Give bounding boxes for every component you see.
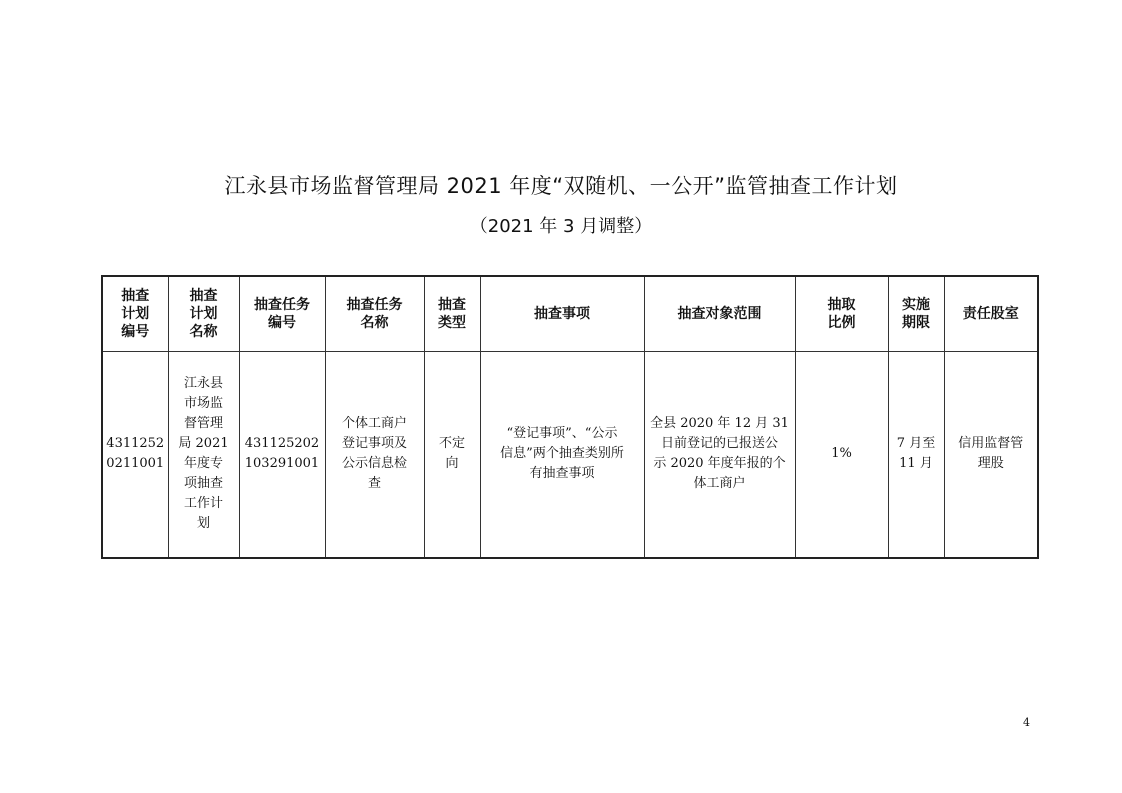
header-period: 实施 期限 xyxy=(888,276,944,351)
page-number: 4 xyxy=(1023,716,1030,729)
document-subtitle: （2021 年 3 月调整） xyxy=(469,216,653,237)
cell-task-number: 431125202 103291001 xyxy=(239,351,325,558)
cell-period: 7 月至 11 月 xyxy=(888,351,944,558)
header-check-items: 抽查事项 xyxy=(480,276,644,351)
inspection-plan-table xyxy=(101,275,1039,559)
header-plan-number: 抽查 计划 编号 xyxy=(102,276,168,351)
cell-plan-name: 江永县 市场监 督管理 局 2021 年度专 项抽查 工作计 划 xyxy=(168,351,239,558)
cell-check-items: “登记事项”、“公示 信息”两个抽查类别所 有抽查事项 xyxy=(480,351,644,558)
document-title: 江永县市场监督管理局 2021 年度“双随机、一公开”监管抽查工作计划 xyxy=(224,174,898,198)
table-row xyxy=(102,351,1038,558)
cell-target-scope: 全县 2020 年 12 月 31 日前登记的已报送公 示 2020 年度年报的个 体工商户 xyxy=(644,351,795,558)
header-task-number: 抽查任务 编号 xyxy=(239,276,325,351)
table-header-row xyxy=(102,276,1038,351)
header-task-name: 抽查任务 名称 xyxy=(325,276,424,351)
header-plan-name: 抽查 计划 名称 xyxy=(168,276,239,351)
header-target-scope: 抽查对象范围 xyxy=(644,276,795,351)
cell-plan-number: 4311252 0211001 xyxy=(102,351,168,558)
cell-sampling-ratio: 1% xyxy=(795,351,888,558)
cell-responsible-unit: 信用监督管 理股 xyxy=(944,351,1038,558)
cell-task-name: 个体工商户 登记事项及 公示信息检 查 xyxy=(325,351,424,558)
cell-check-type: 不定 向 xyxy=(424,351,480,558)
header-sampling-ratio: 抽取 比例 xyxy=(795,276,888,351)
header-check-type: 抽查 类型 xyxy=(424,276,480,351)
header-responsible-unit: 责任股室 xyxy=(944,276,1038,351)
